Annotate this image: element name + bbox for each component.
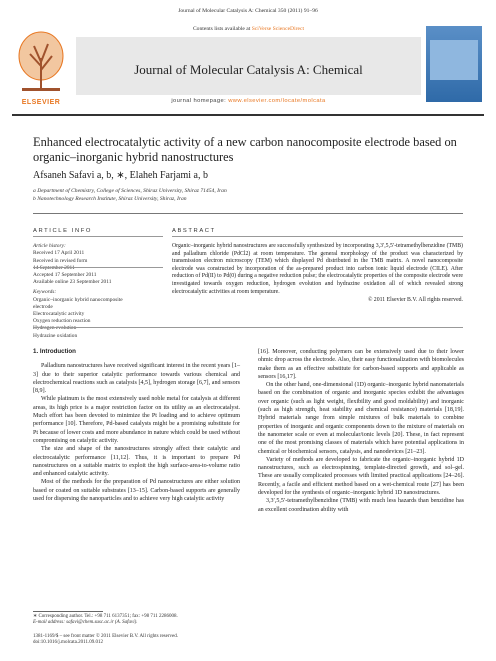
body-right-column	[258, 348, 464, 514]
history-label: Article history:	[33, 243, 66, 250]
paragraph: Variety of methods are developed to fabricate the organic–inorganic hybrid 1D nanostructures, such as electrospinning, template-directed growth, and sol–gel. These are usually complicated processes with limited practical applications [24–26]. Recently, a facile and efficient method based on a wet-chemical route [27] has been developed for the synthesis of organic–inorganic hybrid 1D nanostructures.	[258, 456, 464, 497]
keyword: Oxygen reduction reaction	[33, 318, 91, 325]
keyword: Electrocatalytic activity	[33, 311, 85, 318]
keyword: Hydrogen evolution	[33, 325, 77, 332]
article-title: Enhanced electrocatalytic activity of a new carbon nanocomposite electrode based on organic–inorganic hybrid nanostructures	[33, 135, 457, 164]
journal-homepage	[76, 98, 421, 104]
issn-block	[33, 634, 253, 647]
paragraph: 3,3′,5,5′-tetramethylbenzidine (TMB) with much less hazards than benzidine has an excellent coordination ability with	[258, 498, 464, 513]
abstract-heading: ABSTRACT	[172, 228, 216, 234]
cover-figure	[430, 40, 478, 80]
paragraph: Most of the methods for the preparation of Pd nanostructures are either solution based or coated on suitable substrates [13–15]. Carbon-based supports are generally used for dispersing the nanoparticles and to achieve very high catalytic activity	[33, 479, 240, 503]
history-item: Available online 23 September 2011	[33, 279, 112, 286]
abstract-bottom-rule	[33, 327, 463, 328]
journal-title: Journal of Molecular Catalysis A: Chemical	[134, 62, 363, 77]
running-header: Journal of Molecular Catalysis A: Chemical 350 (2011) 91–96	[178, 8, 318, 14]
article-info	[33, 228, 163, 340]
homepage-prefix: journal homepage:	[171, 98, 229, 104]
keywords-label: Keywords:	[33, 289, 57, 296]
contents-prefix: Contents lists available at	[192, 26, 252, 32]
keyword: Hydrazine oxidation	[33, 332, 78, 339]
elsevier-tree-logo-icon	[12, 26, 70, 98]
history-item: Received 17 April 2011	[33, 250, 85, 257]
body-left-column	[33, 348, 240, 503]
title-rule	[33, 213, 463, 214]
doi-link[interactable]: doi:10.1016/j.molcata.2011.09.012	[33, 640, 103, 646]
email-note: E-mail address: safavi@chem.susc.ac.ir (A. Safavi).	[33, 620, 138, 626]
publisher-logo-text: ELSEVIER	[21, 99, 61, 106]
copyright-line: © 2011 Elsevier B.V. All rights reserved.	[367, 297, 463, 304]
abstract-rule	[172, 236, 463, 237]
paragraph: On the other hand, one-dimensional (1D) organic–inorganic hybrid nanomaterials based on the combination of organic and inorganic species exhibit the advantages over organic (such as light weight, flexibility and good moldability) and inorganic (such as high strength, heat stability and chemical resistance) materials [18,19]. Hybrid materials range from simple mixtures of bulk materials to combine properties of inorganic and organic components down to the mixture of materials on the nanometer scale or even at molecular/ionic levels [20]. These, in fact represent one of the most promising classes of materials which have potential applications in chemical or biochemical sensors, catalysis, and nanodevices [21–23].	[258, 382, 464, 455]
paragraph: [16]. Moreover, conducting polymers can be extensively used due to their lower ohmic drop across the electrode. Also, their easy functionalization with biomolecules make them as an effective substitute for carbon-based supports and applicable as sensors [16,17].	[258, 349, 464, 380]
abstract-text: Organic–inorganic hybrid nanostructures are successfully synthesized by incorporating 3,3′,5,5′-tetramethylbenzidine (TMB) and palladium chloride (PdCl2) at room temperature. The general morphology of the product was characterized by transmission electron microscopy (TEM) which displayed Pd distributed in the TMB matrix. A novel nanocomposite electrode was constructed by incorporation of the as-prepared product into carbon ionic liquid electrode (CILE). After reduction of Pd(II) to Pd(0) during a negative reduction pulse; the electrocatalytic properties of the composite electrode were investigated towards oxygen reduction, hydrogen evolution and hydrazine oxidation all of which revealed strong electrocatalytic activities at room temperature.	[172, 243, 463, 295]
info-rule	[33, 267, 163, 268]
keyword: Organic–inorganic hybrid nanocomposite	[33, 296, 123, 303]
abstract	[172, 228, 463, 303]
section-heading: 1. Introduction	[33, 348, 76, 355]
article-info-heading: ARTICLE INFO	[33, 228, 93, 234]
author-line: Afsaneh Safavi a, b, ∗, Elaheh Farjami a, b	[33, 170, 208, 181]
keyword: electrode	[33, 303, 53, 310]
homepage-link[interactable]: www.elsevier.com/locate/molcata	[228, 98, 326, 104]
info-rule	[33, 236, 163, 237]
paragraph: While platinum is the most extensively used noble metal for catalysis at different areas, its high price is a major restriction factor on its utility as an electrocatalyst. Much effort has been devoted to minimize the Pt loading and to achieve optimum performance [10]. Therefore, Pd-based catalysts might be a promising substitute for Pt because of lower costs and more abundance in nature which could be used without compromising on catalytic activity.	[33, 396, 240, 444]
affiliation-b: b Nanotechnology Research Institute, Shiraz University, Shiraz, Iran	[33, 196, 187, 202]
paragraph: The size and shape of the nanostructures strongly affect their catalytic and electrocatalytic performance [11,12]. Thus, it is important to prepare Pd nanostructures on a suitable matrix to exploit the high surface-area-to-volume ratio and enhanced catalytic activity.	[33, 446, 240, 478]
history-item: Received in revised form	[33, 257, 88, 264]
corresponding-author-note: ∗ Corresponding author. Tel.: +98 711 6137351; fax: +98 711 2286008.	[33, 614, 178, 619]
contents-line	[76, 26, 421, 36]
sciencedirect-link[interactable]: SciVerse ScienceDirect	[251, 26, 305, 32]
history-item: 14 September 2011	[33, 264, 75, 271]
masthead-rule	[12, 114, 484, 116]
history-item: Accepted 17 September 2011	[33, 272, 97, 279]
affiliation-a: a Department of Chemistry, College of Sciences, Shiraz University, Shiraz 71454, Iran	[33, 188, 227, 194]
issn-line: 1381-1169/$ – see front matter © 2011 Elsevier B.V. All rights reserved.	[33, 634, 178, 639]
footnote	[33, 614, 253, 627]
paragraph: Palladium nanostructures have received significant interest in the recent years [1–3] due to their superior catalytic performance towards various chemical and electrochemical reactions such as catalysis [4,5], hydrogen storage [6,7], and sensors [8,9].	[33, 363, 240, 395]
footnote-rule	[33, 611, 103, 612]
